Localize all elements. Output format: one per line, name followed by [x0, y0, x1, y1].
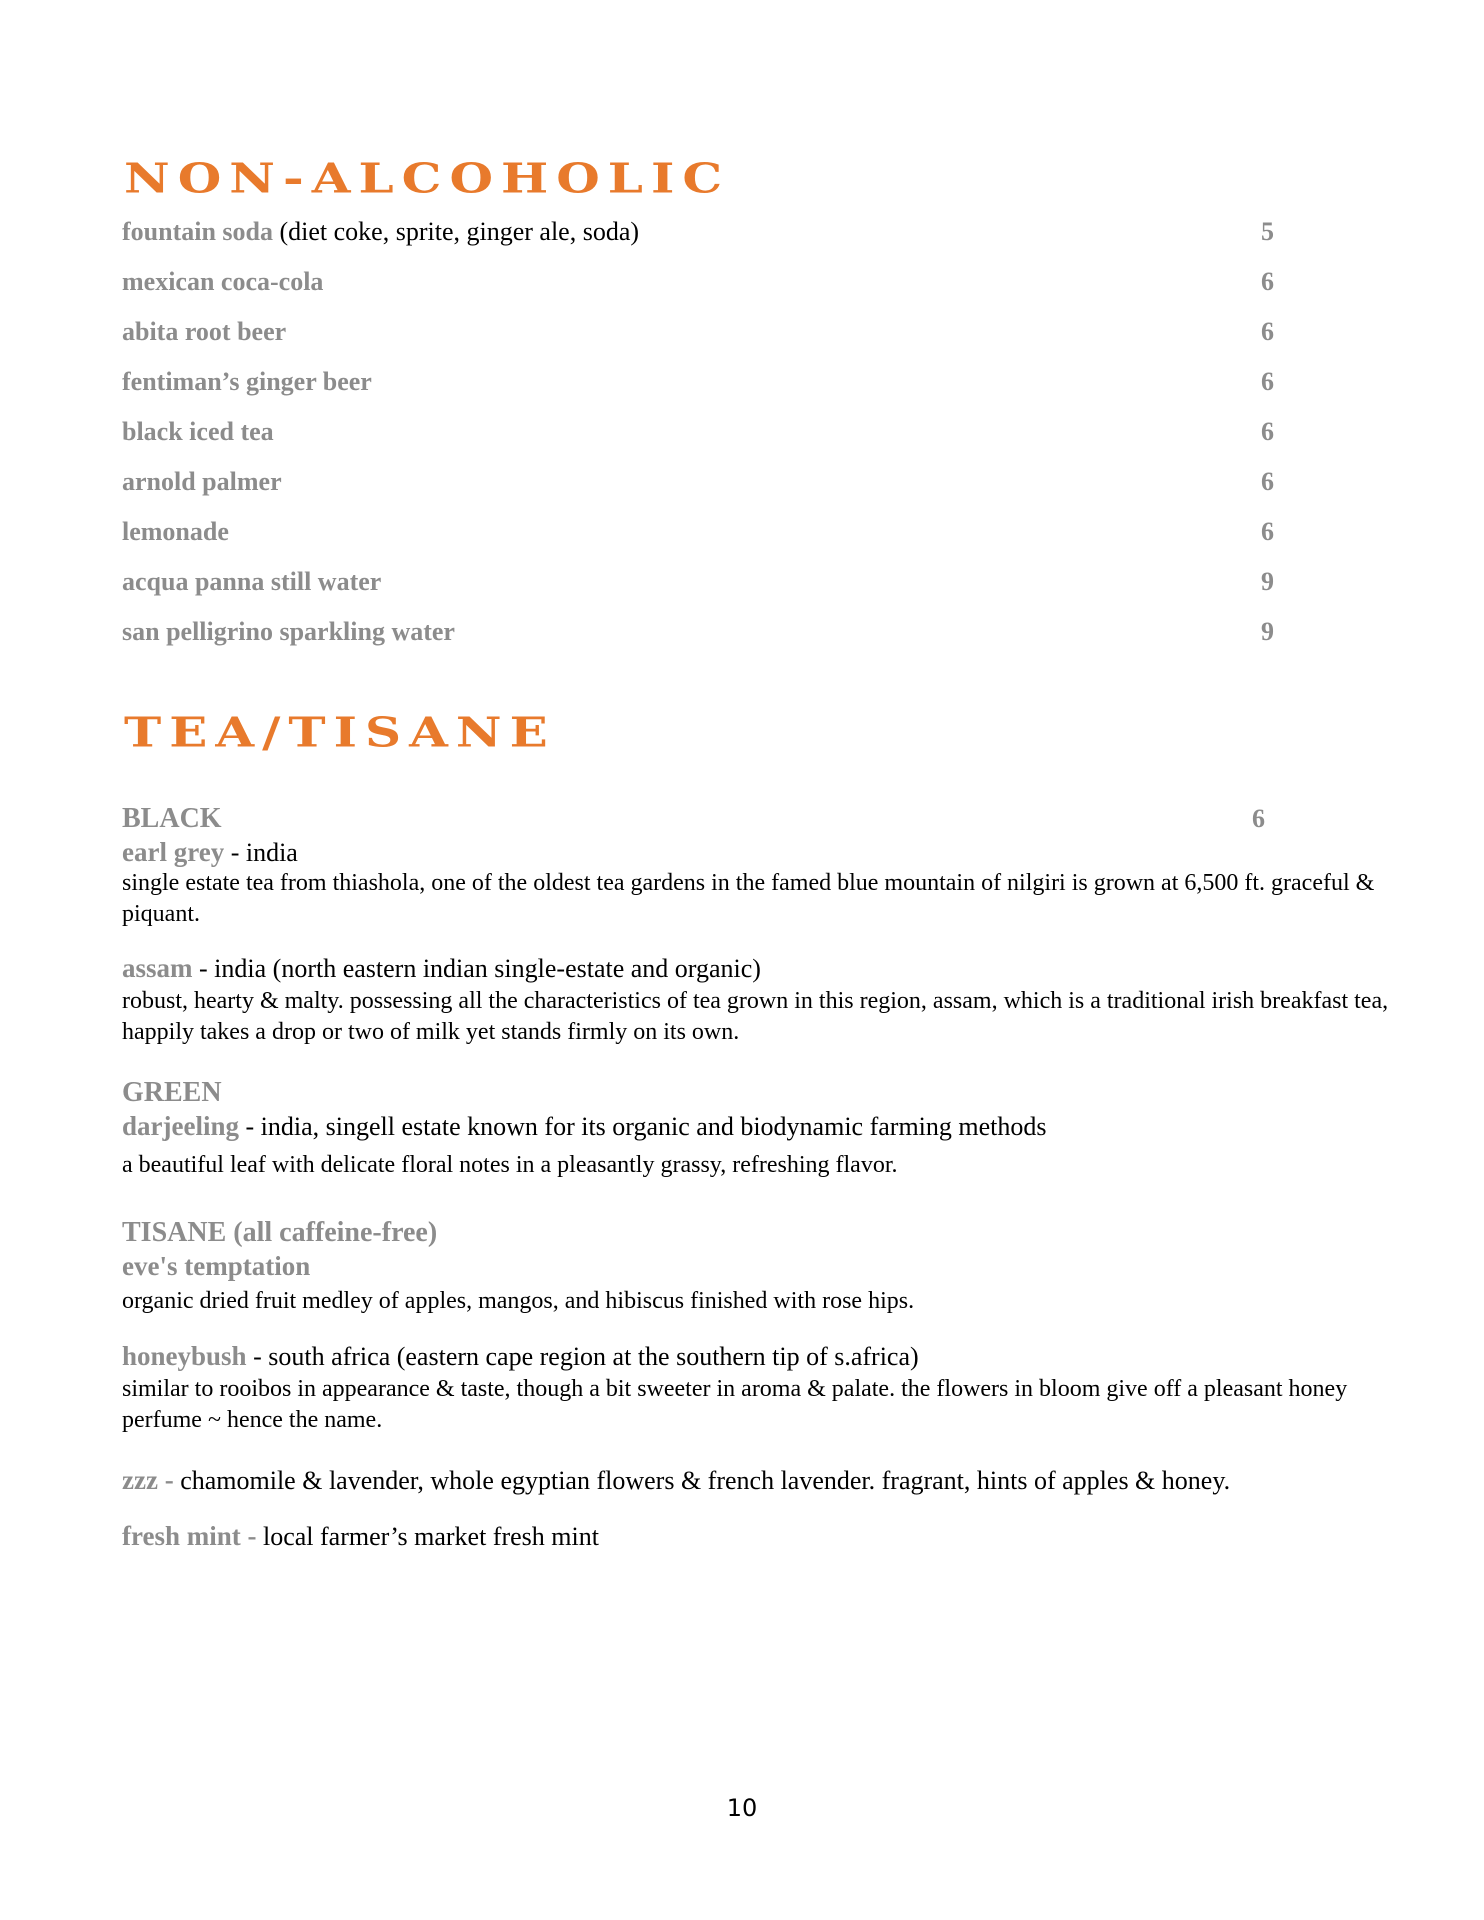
item-price: 6	[1261, 417, 1274, 446]
tea-name: fresh mint -	[122, 1521, 257, 1551]
tea-name: darjeeling	[122, 1111, 239, 1141]
menu-item	[122, 312, 1274, 352]
item-price: 6	[1261, 517, 1274, 546]
item-name: fentiman’s ginger beer	[122, 367, 372, 396]
tea-item-fresh-mint	[122, 1520, 599, 1553]
item-price: 6	[1261, 267, 1274, 296]
menu-item	[122, 612, 1274, 652]
tea-item-earl-grey	[122, 836, 298, 869]
item-name: acqua panna still water	[122, 567, 382, 596]
item-price: 6	[1261, 467, 1274, 496]
tea-origin: - india, singell estate known for its organic and biodynamic farming methods	[238, 1112, 1047, 1141]
tea-name: eve's temptation	[122, 1251, 311, 1281]
menu-item	[122, 362, 1274, 402]
tea-description: similar to rooibos in appearance & taste, though a bit sweeter in aroma & palate. the flowers in bloom give off a pleasant honey perfume ~ hence the name.	[122, 1376, 1348, 1433]
item-name: fountain soda	[122, 217, 273, 246]
tea-item-assam	[122, 952, 761, 985]
tea-description: a beautiful leaf with delicate floral notes in a pleasantly grassy, refreshing flavor.	[122, 1152, 898, 1178]
item-price: 6	[1261, 367, 1274, 396]
item-price: 9	[1261, 617, 1274, 646]
category-price: 6	[1252, 804, 1265, 833]
tea-item-honeybush	[122, 1340, 919, 1373]
tea-item-darjeeling	[122, 1110, 1047, 1143]
menu-item	[122, 412, 1274, 452]
item-price: 6	[1261, 317, 1274, 346]
tea-description: organic dried fruit medley of apples, mangos, and hibiscus finished with rose hips.	[122, 1288, 915, 1314]
item-name: black iced tea	[122, 417, 274, 446]
item-name: mexican coca-cola	[122, 267, 324, 296]
page-number: 10	[726, 1794, 758, 1822]
item-name: arnold palmer	[122, 467, 282, 496]
tea-name: honeybush	[122, 1341, 247, 1371]
menu-item	[122, 262, 1274, 302]
tea-tisane-heading: TEA/TISANE	[124, 707, 556, 757]
category-tisane: TISANE (all caffeine-free)	[122, 1217, 438, 1248]
tea-description: robust, hearty & malty. possessing all the characteristics of tea grown in this region, assam, which is a traditional irish breakfast tea, happily takes a drop or two of milk yet stands firmly on its own.	[122, 988, 1389, 1045]
category-black: BLACK	[122, 803, 222, 834]
tea-origin: - india	[224, 838, 298, 867]
tea-name: assam	[122, 953, 193, 983]
menu-item	[122, 512, 1274, 552]
non-alcoholic-heading: NON-ALCOHOLIC	[124, 153, 731, 203]
item-name: lemonade	[122, 517, 229, 546]
category-green: GREEN	[122, 1077, 222, 1108]
item-name: san pelligrino sparkling water	[122, 617, 455, 646]
tea-origin: chamomile & lavender, whole egyptian flowers & french lavender. fragrant, hints of apples & honey.	[173, 1466, 1231, 1495]
tea-description: single estate tea from thiashola, one of the oldest tea gardens in the famed blue mountain of nilgiri is grown at 6,500 ft. graceful & piquant.	[122, 870, 1375, 927]
menu-item	[122, 562, 1274, 602]
tea-name: earl grey	[122, 837, 225, 867]
menu-item	[122, 462, 1274, 502]
tea-origin: - south africa (eastern cape region at the southern tip of s.africa)	[246, 1342, 919, 1371]
tea-item-zzz	[122, 1464, 1230, 1497]
item-price: 9	[1261, 567, 1274, 596]
item-price: 5	[1261, 217, 1274, 246]
tea-name: zzz -	[122, 1465, 174, 1495]
item-name: abita root beer	[122, 317, 287, 346]
tea-origin: local farmer’s market fresh mint	[256, 1522, 599, 1551]
menu-item	[122, 212, 1274, 252]
tea-item-eves-temptation	[122, 1250, 310, 1283]
item-note: (diet coke, sprite, ginger ale, soda)	[273, 217, 640, 246]
tea-origin: - india (north eastern indian single-estate and organic)	[192, 954, 761, 983]
